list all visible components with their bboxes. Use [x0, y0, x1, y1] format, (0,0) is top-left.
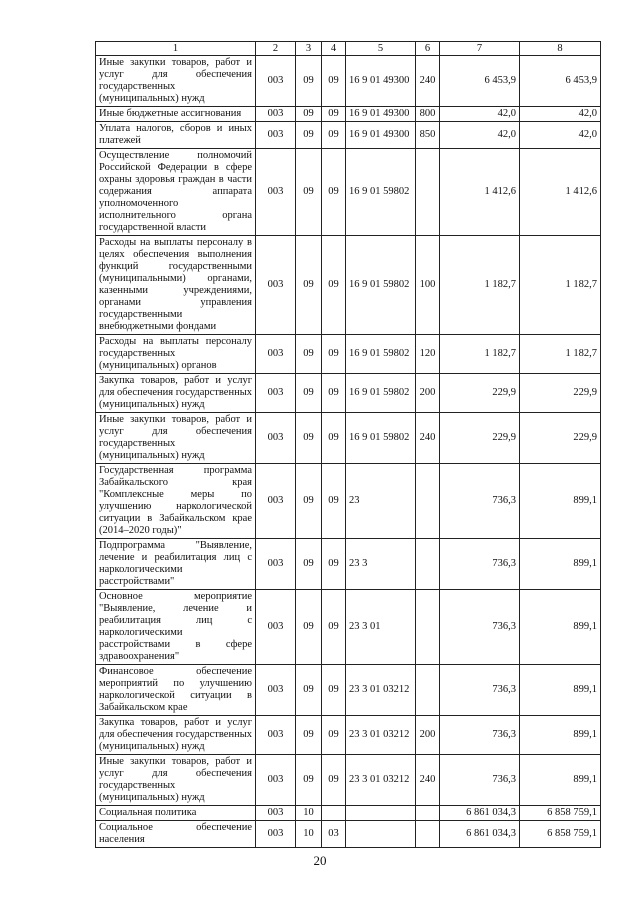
grbs-code-cell: 003 — [256, 374, 296, 413]
header-row — [96, 42, 601, 56]
section-code-cell: 09 — [296, 374, 322, 413]
subsection-code-cell: 09 — [322, 539, 346, 590]
table-row — [96, 464, 601, 539]
table-row — [96, 56, 601, 107]
amount-cell-2: 899,1 — [520, 665, 601, 716]
column-header: 5 — [346, 42, 416, 56]
amount-cell-1: 1 412,6 — [440, 149, 520, 236]
table-row — [96, 539, 601, 590]
table-row — [96, 122, 601, 149]
expense-type-cell: 200 — [416, 716, 440, 755]
target-article-cell: 16 9 01 59802 — [346, 335, 416, 374]
amount-cell-1: 736,3 — [440, 716, 520, 755]
grbs-code-cell: 003 — [256, 335, 296, 374]
target-article-cell: 16 9 01 59802 — [346, 149, 416, 236]
target-article-cell: 16 9 01 59802 — [346, 413, 416, 464]
grbs-code-cell: 003 — [256, 590, 296, 665]
amount-cell-2: 899,1 — [520, 716, 601, 755]
amount-cell-1: 6 861 034,3 — [440, 821, 520, 848]
amount-cell-1: 736,3 — [440, 464, 520, 539]
column-header: 7 — [440, 42, 520, 56]
section-code-cell: 10 — [296, 821, 322, 848]
table-row — [96, 821, 601, 848]
amount-cell-2: 899,1 — [520, 755, 601, 806]
column-header: 4 — [322, 42, 346, 56]
row-name-cell: Закупка товаров, работ и услуг для обеспечения государственных (муниципальных) нужд — [96, 716, 256, 755]
table-row — [96, 716, 601, 755]
amount-cell-1: 736,3 — [440, 665, 520, 716]
grbs-code-cell: 003 — [256, 755, 296, 806]
amount-cell-1: 736,3 — [440, 590, 520, 665]
subsection-code-cell: 03 — [322, 821, 346, 848]
subsection-code-cell: 09 — [322, 107, 346, 122]
subsection-code-cell: 09 — [322, 236, 346, 335]
column-header: 8 — [520, 42, 601, 56]
subsection-code-cell: 09 — [322, 716, 346, 755]
amount-cell-2: 899,1 — [520, 590, 601, 665]
row-name-cell: Иные закупки товаров, работ и услуг для обеспечения государственных (муниципальных) нужд — [96, 413, 256, 464]
grbs-code-cell: 003 — [256, 236, 296, 335]
row-name-cell: Осуществление полномочий Российской Федерации в сфере охраны здоровья граждан в части содержания аппарата уполномоченного исполнительного органа государственной власти — [96, 149, 256, 236]
table-row — [96, 335, 601, 374]
expense-type-cell: 240 — [416, 56, 440, 107]
grbs-code-cell: 003 — [256, 665, 296, 716]
row-name-cell: Социальное обеспечение населения — [96, 821, 256, 848]
amount-cell-2: 899,1 — [520, 464, 601, 539]
target-article-cell: 16 9 01 49300 — [346, 107, 416, 122]
amount-cell-2: 229,9 — [520, 413, 601, 464]
target-article-cell — [346, 806, 416, 821]
row-name-cell: Социальная политика — [96, 806, 256, 821]
table-row — [96, 755, 601, 806]
target-article-cell — [346, 821, 416, 848]
column-header: 6 — [416, 42, 440, 56]
section-code-cell: 10 — [296, 806, 322, 821]
section-code-cell: 09 — [296, 335, 322, 374]
expense-type-cell — [416, 665, 440, 716]
table-body — [96, 56, 601, 848]
table-row — [96, 806, 601, 821]
amount-cell-1: 6 453,9 — [440, 56, 520, 107]
amount-cell-1: 42,0 — [440, 122, 520, 149]
row-name-cell: Государственная программа Забайкальского края "Комплексные меры по улучшению наркологической ситуации в Забайкальском крае (2014–2020 годы)" — [96, 464, 256, 539]
expense-type-cell — [416, 149, 440, 236]
amount-cell-2: 899,1 — [520, 539, 601, 590]
expense-type-cell: 100 — [416, 236, 440, 335]
amount-cell-1: 1 182,7 — [440, 236, 520, 335]
expense-type-cell: 240 — [416, 413, 440, 464]
target-article-cell: 23 3 — [346, 539, 416, 590]
table-row — [96, 236, 601, 335]
section-code-cell: 09 — [296, 236, 322, 335]
grbs-code-cell: 003 — [256, 56, 296, 107]
target-article-cell: 16 9 01 49300 — [346, 122, 416, 149]
grbs-code-cell: 003 — [256, 806, 296, 821]
subsection-code-cell: 09 — [322, 755, 346, 806]
target-article-cell: 16 9 01 49300 — [346, 56, 416, 107]
row-name-cell: Иные закупки товаров, работ и услуг для обеспечения государственных (муниципальных) нужд — [96, 56, 256, 107]
expense-type-cell — [416, 539, 440, 590]
grbs-code-cell: 003 — [256, 107, 296, 122]
expense-type-cell — [416, 590, 440, 665]
budget-table — [95, 41, 601, 848]
grbs-code-cell: 003 — [256, 539, 296, 590]
amount-cell-2: 6 858 759,1 — [520, 806, 601, 821]
row-name-cell: Основное мероприятие "Выявление, лечение и реабилитация лиц с наркологическими расстройствами в сфере здравоохранения" — [96, 590, 256, 665]
table-row — [96, 149, 601, 236]
subsection-code-cell — [322, 806, 346, 821]
amount-cell-2: 1 182,7 — [520, 236, 601, 335]
row-name-cell: Уплата налогов, сборов и иных платежей — [96, 122, 256, 149]
row-name-cell: Иные закупки товаров, работ и услуг для обеспечения государственных (муниципальных) нужд — [96, 755, 256, 806]
row-name-cell: Финансовое обеспечение мероприятий по улучшению наркологической ситуации в Забайкальском крае — [96, 665, 256, 716]
grbs-code-cell: 003 — [256, 464, 296, 539]
row-name-cell: Подпрограмма "Выявление, лечение и реабилитация лиц с наркологическими расстройствами" — [96, 539, 256, 590]
table-row — [96, 413, 601, 464]
target-article-cell: 16 9 01 59802 — [346, 374, 416, 413]
amount-cell-1: 229,9 — [440, 413, 520, 464]
expense-type-cell: 120 — [416, 335, 440, 374]
column-header: 3 — [296, 42, 322, 56]
expense-type-cell — [416, 464, 440, 539]
subsection-code-cell: 09 — [322, 335, 346, 374]
amount-cell-1: 6 861 034,3 — [440, 806, 520, 821]
subsection-code-cell: 09 — [322, 413, 346, 464]
table-row — [96, 107, 601, 122]
row-name-cell: Расходы на выплаты персоналу в целях обеспечения выполнения функций государственными (муниципальными) органами, казенными учреждениями, органами управления государственными внебюджетными фондами — [96, 236, 256, 335]
page-number: 20 — [313, 853, 327, 868]
expense-type-cell — [416, 806, 440, 821]
grbs-code-cell: 003 — [256, 413, 296, 464]
grbs-code-cell: 003 — [256, 821, 296, 848]
target-article-cell: 23 3 01 03212 — [346, 755, 416, 806]
section-code-cell: 09 — [296, 464, 322, 539]
section-code-cell: 09 — [296, 149, 322, 236]
target-article-cell: 23 3 01 03212 — [346, 716, 416, 755]
column-header: 1 — [96, 42, 256, 56]
amount-cell-1: 229,9 — [440, 374, 520, 413]
amount-cell-1: 42,0 — [440, 107, 520, 122]
row-name-cell: Расходы на выплаты персоналу государственных (муниципальных) органов — [96, 335, 256, 374]
amount-cell-2: 1 412,6 — [520, 149, 601, 236]
row-name-cell: Закупка товаров, работ и услуг для обеспечения государственных (муниципальных) нужд — [96, 374, 256, 413]
expense-type-cell: 850 — [416, 122, 440, 149]
section-code-cell: 09 — [296, 122, 322, 149]
table-row — [96, 374, 601, 413]
amount-cell-1: 1 182,7 — [440, 335, 520, 374]
column-header: 2 — [256, 42, 296, 56]
subsection-code-cell: 09 — [322, 122, 346, 149]
row-name-cell: Иные бюджетные ассигнования — [96, 107, 256, 122]
expense-type-cell — [416, 821, 440, 848]
subsection-code-cell: 09 — [322, 149, 346, 236]
target-article-cell: 23 3 01 03212 — [346, 665, 416, 716]
amount-cell-1: 736,3 — [440, 539, 520, 590]
target-article-cell: 23 3 01 — [346, 590, 416, 665]
subsection-code-cell: 09 — [322, 665, 346, 716]
grbs-code-cell: 003 — [256, 149, 296, 236]
grbs-code-cell: 003 — [256, 716, 296, 755]
amount-cell-2: 229,9 — [520, 374, 601, 413]
subsection-code-cell: 09 — [322, 464, 346, 539]
section-code-cell: 09 — [296, 665, 322, 716]
expense-type-cell: 240 — [416, 755, 440, 806]
target-article-cell: 16 9 01 59802 — [346, 236, 416, 335]
section-code-cell: 09 — [296, 716, 322, 755]
section-code-cell: 09 — [296, 539, 322, 590]
target-article-cell: 23 — [346, 464, 416, 539]
table-row — [96, 590, 601, 665]
grbs-code-cell: 003 — [256, 122, 296, 149]
expense-type-cell: 200 — [416, 374, 440, 413]
section-code-cell: 09 — [296, 107, 322, 122]
section-code-cell: 09 — [296, 413, 322, 464]
section-code-cell: 09 — [296, 590, 322, 665]
amount-cell-2: 1 182,7 — [520, 335, 601, 374]
subsection-code-cell: 09 — [322, 374, 346, 413]
subsection-code-cell: 09 — [322, 56, 346, 107]
amount-cell-2: 6 858 759,1 — [520, 821, 601, 848]
section-code-cell: 09 — [296, 56, 322, 107]
table-row — [96, 665, 601, 716]
section-code-cell: 09 — [296, 755, 322, 806]
amount-cell-2: 42,0 — [520, 122, 601, 149]
amount-cell-2: 6 453,9 — [520, 56, 601, 107]
expense-type-cell: 800 — [416, 107, 440, 122]
subsection-code-cell: 09 — [322, 590, 346, 665]
amount-cell-1: 736,3 — [440, 755, 520, 806]
amount-cell-2: 42,0 — [520, 107, 601, 122]
